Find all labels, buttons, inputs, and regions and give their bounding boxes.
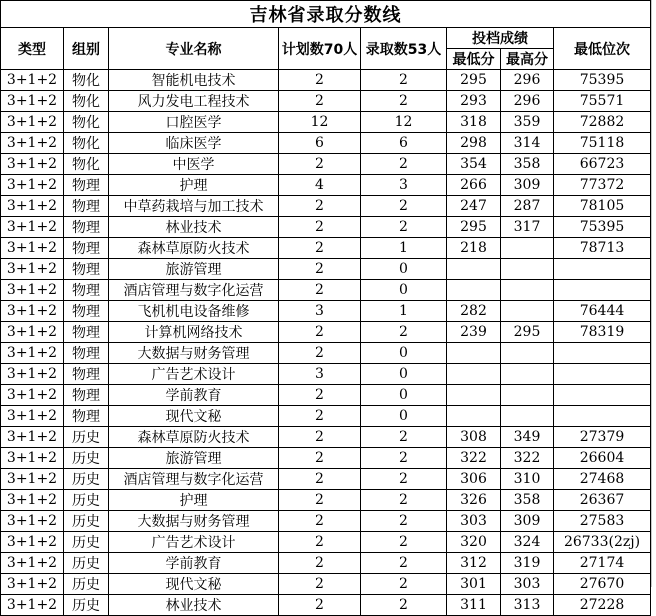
cell-min-rank: [554, 385, 651, 406]
cell-min-score: 295: [447, 70, 501, 91]
cell-major: 学前教育: [109, 553, 279, 574]
table-row: [1, 532, 651, 553]
header-min-score: 最低分: [447, 49, 501, 70]
table-row: [1, 574, 651, 595]
cell-type: 3+1+2: [1, 238, 64, 259]
cell-group: 物理: [64, 385, 109, 406]
cell-max-score: 295: [501, 322, 554, 343]
cell-max-score: 287: [501, 196, 554, 217]
header-row-1: [1, 28, 651, 49]
cell-max-score: [501, 238, 554, 259]
cell-major: 森林草原防火技术: [109, 427, 279, 448]
cell-plan: 2: [279, 280, 361, 301]
table-row: [1, 301, 651, 322]
cell-max-score: 303: [501, 574, 554, 595]
cell-min-rank: [554, 280, 651, 301]
cell-plan: 2: [279, 217, 361, 238]
cell-major: 森林草原防火技术: [109, 238, 279, 259]
cell-group: 历史: [64, 511, 109, 532]
cell-min-rank: 75571: [554, 91, 651, 112]
cell-max-score: 322: [501, 448, 554, 469]
table-row: [1, 238, 651, 259]
cell-min-score: 312: [447, 553, 501, 574]
cell-min-rank: 27228: [554, 595, 651, 616]
cell-plan: 2: [279, 490, 361, 511]
cell-group: 物化: [64, 154, 109, 175]
cell-min-rank: 27670: [554, 574, 651, 595]
cell-min-rank: [554, 259, 651, 280]
cell-group: 物理: [64, 196, 109, 217]
cell-type: 3+1+2: [1, 280, 64, 301]
cell-plan: 2: [279, 427, 361, 448]
cell-min-rank: 26604: [554, 448, 651, 469]
cell-group: 物理: [64, 217, 109, 238]
cell-admit: 2: [361, 469, 447, 490]
cell-plan: 12: [279, 112, 361, 133]
cell-plan: 2: [279, 91, 361, 112]
cell-group: 物化: [64, 112, 109, 133]
cell-major: 临床医学: [109, 133, 279, 154]
table-row: [1, 511, 651, 532]
cell-min-score: [447, 364, 501, 385]
cell-min-score: 322: [447, 448, 501, 469]
cell-type: 3+1+2: [1, 406, 64, 427]
cell-min-score: [447, 259, 501, 280]
cell-type: 3+1+2: [1, 574, 64, 595]
cell-group: 物化: [64, 133, 109, 154]
cell-min-score: 354: [447, 154, 501, 175]
table-row: [1, 322, 651, 343]
cell-group: 物理: [64, 406, 109, 427]
cell-min-rank: 66723: [554, 154, 651, 175]
cell-min-score: 282: [447, 301, 501, 322]
table-row: [1, 175, 651, 196]
cell-max-score: 310: [501, 469, 554, 490]
cell-min-score: 239: [447, 322, 501, 343]
cell-min-rank: 27583: [554, 511, 651, 532]
cell-major: 计算机网络技术: [109, 322, 279, 343]
header-score-group: 投档成绩: [447, 28, 554, 49]
cell-plan: 2: [279, 322, 361, 343]
table-row: [1, 469, 651, 490]
header-major: 专业名称: [109, 28, 279, 70]
cell-major: 口腔医学: [109, 112, 279, 133]
table-row: [1, 70, 651, 91]
cell-min-rank: 72882: [554, 112, 651, 133]
cell-max-score: [501, 343, 554, 364]
cell-admit: 6: [361, 133, 447, 154]
cell-major: 林业技术: [109, 217, 279, 238]
cell-group: 历史: [64, 469, 109, 490]
cell-major: 大数据与财务管理: [109, 343, 279, 364]
cell-admit: 2: [361, 532, 447, 553]
cell-type: 3+1+2: [1, 196, 64, 217]
cell-group: 历史: [64, 553, 109, 574]
cell-group: 物理: [64, 343, 109, 364]
cell-group: 物理: [64, 259, 109, 280]
cell-group: 历史: [64, 490, 109, 511]
cell-max-score: 358: [501, 154, 554, 175]
cell-max-score: [501, 259, 554, 280]
cell-admit: 2: [361, 427, 447, 448]
cell-plan: 2: [279, 238, 361, 259]
cell-min-rank: 76444: [554, 301, 651, 322]
cell-max-score: 324: [501, 532, 554, 553]
cell-group: 历史: [64, 427, 109, 448]
cell-group: 物理: [64, 280, 109, 301]
table-row: [1, 196, 651, 217]
cell-type: 3+1+2: [1, 175, 64, 196]
cell-plan: 2: [279, 259, 361, 280]
cell-group: 物理: [64, 301, 109, 322]
table-row: [1, 385, 651, 406]
cell-min-rank: 27174: [554, 553, 651, 574]
cell-min-rank: 75395: [554, 70, 651, 91]
cell-major: 现代文秘: [109, 406, 279, 427]
table-row: [1, 217, 651, 238]
cell-type: 3+1+2: [1, 301, 64, 322]
cell-min-score: 320: [447, 532, 501, 553]
cell-type: 3+1+2: [1, 70, 64, 91]
cell-major: 酒店管理与数字化运营: [109, 280, 279, 301]
cell-major: 中医学: [109, 154, 279, 175]
cell-admit: 1: [361, 301, 447, 322]
cell-type: 3+1+2: [1, 364, 64, 385]
cell-max-score: 313: [501, 595, 554, 616]
cell-min-rank: [554, 406, 651, 427]
cell-max-score: 349: [501, 427, 554, 448]
cell-plan: 2: [279, 469, 361, 490]
cell-plan: 2: [279, 406, 361, 427]
cell-major: 学前教育: [109, 385, 279, 406]
cell-plan: 3: [279, 364, 361, 385]
cell-plan: 2: [279, 595, 361, 616]
table-row: [1, 553, 651, 574]
cell-type: 3+1+2: [1, 490, 64, 511]
cell-admit: 2: [361, 553, 447, 574]
cell-min-score: [447, 343, 501, 364]
table-row: [1, 343, 651, 364]
cell-admit: 2: [361, 70, 447, 91]
cell-type: 3+1+2: [1, 385, 64, 406]
cell-major: 风力发电工程技术: [109, 91, 279, 112]
cell-min-rank: 27379: [554, 427, 651, 448]
cell-min-rank: [554, 364, 651, 385]
table-row: [1, 364, 651, 385]
cell-max-score: 317: [501, 217, 554, 238]
cell-min-rank: 75395: [554, 217, 651, 238]
cell-type: 3+1+2: [1, 112, 64, 133]
cell-admit: 0: [361, 280, 447, 301]
cell-max-score: 309: [501, 175, 554, 196]
cell-type: 3+1+2: [1, 511, 64, 532]
cell-major: 酒店管理与数字化运营: [109, 469, 279, 490]
cell-major: 现代文秘: [109, 574, 279, 595]
cell-group: 物理: [64, 175, 109, 196]
cell-min-rank: 78105: [554, 196, 651, 217]
cell-min-rank: 78713: [554, 238, 651, 259]
header-admit: 录取数53人: [361, 28, 447, 70]
cell-major: 旅游管理: [109, 259, 279, 280]
cell-min-score: 326: [447, 490, 501, 511]
cell-max-score: [501, 364, 554, 385]
cell-group: 物化: [64, 70, 109, 91]
cell-min-score: 247: [447, 196, 501, 217]
cell-major: 中草药栽培与加工技术: [109, 196, 279, 217]
cell-admit: 0: [361, 406, 447, 427]
table-row: [1, 259, 651, 280]
table-body: [1, 70, 651, 616]
cell-min-rank: 78319: [554, 322, 651, 343]
cell-min-score: [447, 406, 501, 427]
cell-min-rank: 27468: [554, 469, 651, 490]
cell-min-score: 311: [447, 595, 501, 616]
cell-type: 3+1+2: [1, 469, 64, 490]
cell-type: 3+1+2: [1, 343, 64, 364]
header-min-rank: 最低位次: [554, 28, 651, 70]
cell-admit: 2: [361, 574, 447, 595]
cell-min-rank: 26733(2zj): [554, 532, 651, 553]
cell-max-score: 309: [501, 511, 554, 532]
cell-group: 历史: [64, 448, 109, 469]
cell-admit: 2: [361, 595, 447, 616]
cell-group: 物理: [64, 238, 109, 259]
cell-type: 3+1+2: [1, 448, 64, 469]
cell-min-rank: 75118: [554, 133, 651, 154]
table-title: 吉林省录取分数线: [1, 1, 651, 28]
cell-major: 林业技术: [109, 595, 279, 616]
cell-type: 3+1+2: [1, 133, 64, 154]
cell-plan: 2: [279, 532, 361, 553]
cell-admit: 2: [361, 91, 447, 112]
cell-plan: 2: [279, 511, 361, 532]
cell-min-rank: 26367: [554, 490, 651, 511]
header-plan: 计划数70人: [279, 28, 361, 70]
cell-min-score: 298: [447, 133, 501, 154]
table-row: [1, 448, 651, 469]
cell-major: 护理: [109, 490, 279, 511]
cell-plan: 2: [279, 553, 361, 574]
cell-admit: 0: [361, 364, 447, 385]
table-row: [1, 427, 651, 448]
cell-plan: 2: [279, 385, 361, 406]
cell-type: 3+1+2: [1, 532, 64, 553]
cell-admit: 2: [361, 448, 447, 469]
cell-admit: 2: [361, 217, 447, 238]
cell-major: 护理: [109, 175, 279, 196]
cell-min-score: 306: [447, 469, 501, 490]
cell-group: 历史: [64, 574, 109, 595]
cell-min-score: 308: [447, 427, 501, 448]
cell-admit: 2: [361, 511, 447, 532]
cell-min-score: 301: [447, 574, 501, 595]
table-row: [1, 406, 651, 427]
table-row: [1, 133, 651, 154]
cell-max-score: 319: [501, 553, 554, 574]
cell-plan: 4: [279, 175, 361, 196]
cell-plan: 2: [279, 448, 361, 469]
cell-plan: 2: [279, 70, 361, 91]
cell-min-score: 318: [447, 112, 501, 133]
sheet-edge-line: [651, 0, 652, 587]
cell-min-score: 303: [447, 511, 501, 532]
cell-plan: 2: [279, 154, 361, 175]
cell-type: 3+1+2: [1, 259, 64, 280]
cell-min-score: 266: [447, 175, 501, 196]
cell-group: 物理: [64, 364, 109, 385]
cell-plan: 2: [279, 343, 361, 364]
cell-type: 3+1+2: [1, 154, 64, 175]
cell-max-score: 359: [501, 112, 554, 133]
cell-admit: 2: [361, 490, 447, 511]
cell-major: 广告艺术设计: [109, 364, 279, 385]
cell-min-score: 218: [447, 238, 501, 259]
cell-group: 物理: [64, 322, 109, 343]
title-row: [1, 1, 651, 28]
header-max-score: 最高分: [501, 49, 554, 70]
cell-min-rank: 77372: [554, 175, 651, 196]
cell-min-score: 295: [447, 217, 501, 238]
header-type: 类型: [1, 28, 64, 70]
cell-type: 3+1+2: [1, 595, 64, 616]
table-row: [1, 154, 651, 175]
table-row: [1, 490, 651, 511]
cell-max-score: [501, 280, 554, 301]
cell-major: 旅游管理: [109, 448, 279, 469]
cell-max-score: [501, 385, 554, 406]
cell-max-score: 314: [501, 133, 554, 154]
cell-admit: 0: [361, 259, 447, 280]
cell-min-score: [447, 280, 501, 301]
cell-type: 3+1+2: [1, 217, 64, 238]
cell-group: 历史: [64, 595, 109, 616]
cell-admit: 0: [361, 385, 447, 406]
cell-plan: 2: [279, 574, 361, 595]
cell-major: 飞机机电设备维修: [109, 301, 279, 322]
cell-admit: 1: [361, 238, 447, 259]
cell-admit: 3: [361, 175, 447, 196]
cell-admit: 12: [361, 112, 447, 133]
cell-type: 3+1+2: [1, 322, 64, 343]
table-row: [1, 595, 651, 616]
header-group: 组别: [64, 28, 109, 70]
table-row: [1, 280, 651, 301]
cell-group: 历史: [64, 532, 109, 553]
cell-max-score: 296: [501, 70, 554, 91]
cell-min-rank: [554, 343, 651, 364]
cell-max-score: [501, 301, 554, 322]
cell-admit: 0: [361, 343, 447, 364]
cell-admit: 2: [361, 154, 447, 175]
cell-plan: 2: [279, 196, 361, 217]
cell-plan: 6: [279, 133, 361, 154]
cell-min-score: 293: [447, 91, 501, 112]
cell-major: 智能机电技术: [109, 70, 279, 91]
cell-type: 3+1+2: [1, 553, 64, 574]
table-row: [1, 91, 651, 112]
cell-major: 广告艺术设计: [109, 532, 279, 553]
cell-major: 大数据与财务管理: [109, 511, 279, 532]
cell-max-score: 296: [501, 91, 554, 112]
table-row: [1, 112, 651, 133]
cell-type: 3+1+2: [1, 91, 64, 112]
cell-max-score: 358: [501, 490, 554, 511]
cell-max-score: [501, 406, 554, 427]
cell-group: 物化: [64, 91, 109, 112]
cell-min-score: [447, 385, 501, 406]
cell-plan: 3: [279, 301, 361, 322]
cell-admit: 2: [361, 196, 447, 217]
cell-type: 3+1+2: [1, 427, 64, 448]
cell-admit: 2: [361, 322, 447, 343]
